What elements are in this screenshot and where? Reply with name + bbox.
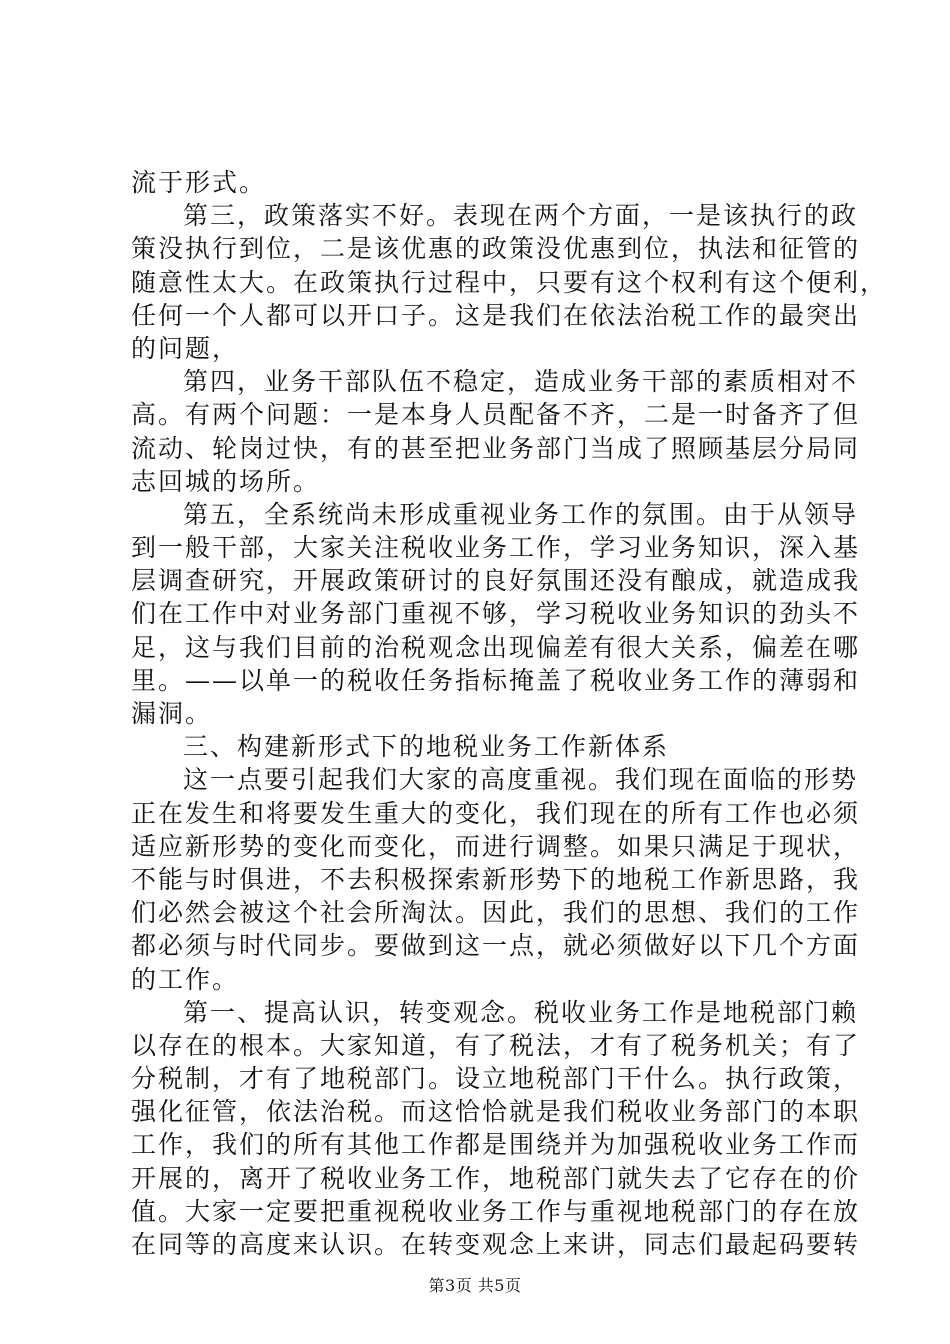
text-line: 任何一个人都可以开口子。这是我们在依法治税工作的最突出 [131, 300, 861, 330]
text-line: 分税制，才有了地税部门。设立地税部门干什么。执行政策， [131, 1064, 861, 1094]
text-line: 适应新形势的变化而变化，而进行调整。如果只满足于现状， [131, 831, 861, 861]
text-line: 都必须与时代同步。要做到这一点，就必须做好以下几个方面 [131, 931, 861, 961]
text-line: 漏洞。 [131, 699, 213, 728]
text-line: 们必然会被这个社会所淘汰。因此，我们的思想、我们的工作 [131, 898, 861, 928]
text-line: 流于形式。 [131, 168, 267, 197]
text-line: 在同等的高度来认识。在转变观念上来讲，同志们最起码要转 [131, 1230, 861, 1259]
text-line: 随意性太大。在政策执行过程中，只要有这个权利有这个便利， [131, 267, 888, 297]
text-line: 以存在的根本。大家知道，有了税法，才有了税务机关；有了 [131, 1030, 861, 1060]
text-line: 层调查研究，开展政策研讨的良好氛围还没有酿成，就造成我 [131, 566, 861, 596]
text-line: 不能与时俱进，不去积极探索新形势下的地税工作新思路，我 [131, 864, 861, 894]
text-line: 强化征管，依法治税。而这恰恰就是我们税收业务部门的本职 [131, 1097, 861, 1127]
text-line: 第一、提高认识，转变观念。税收业务工作是地税部门赖 [183, 997, 859, 1027]
text-line: 流动、轮岗过快，有的甚至把业务部门当成了照顾基层分局同 [131, 433, 861, 463]
text-line: 们在工作中对业务部门重视不够，学习税收业务知识的劲头不 [131, 599, 861, 629]
text-line: 足，这与我们目前的治税观念出现偏差有很大关系，偏差在哪 [131, 632, 861, 662]
text-line: 这一点要引起我们大家的高度重视。我们现在面临的形势 [183, 765, 859, 795]
text-line: 策没执行到位，二是该优惠的政策没优惠到位，执法和征管的 [131, 234, 861, 264]
text-line: 第四，业务干部队伍不稳定，造成业务干部的素质相对不 [183, 367, 859, 397]
text-line: 工作，我们的所有其他工作都是围绕并为加强税收业务工作而 [131, 1130, 861, 1160]
text-line: 第三，政策落实不好。表现在两个方面，一是该执行的政 [183, 201, 859, 231]
text-line: 第五，全系统尚未形成重视业务工作的氛围。由于从领导 [183, 499, 859, 529]
text-line: 正在发生和将要发生重大的变化，我们现在的所有工作也必须 [131, 798, 861, 828]
text-line: 值。大家一定要把重视税收业务工作与重视地税部门的存在放 [131, 1196, 861, 1226]
text-line: 志回城的场所。 [131, 466, 321, 496]
document-body [131, 166, 888, 1261]
text-line: 里。——以单一的税收任务指标掩盖了税收业务工作的薄弱和 [131, 665, 861, 695]
text-line: 的工作。 [131, 964, 240, 994]
text-line: 开展的，离开了税收业务工作，地税部门就失去了它存在的价 [131, 1163, 861, 1193]
text-line: 三、构建新形式下的地税业务工作新体系 [183, 732, 670, 762]
page-footer: 第3页 共5页 [428, 1276, 522, 1295]
text-line: 高。有两个问题：一是本身人员配备不齐，二是一时备齐了但 [131, 400, 861, 430]
text-line: 到一般干部，大家关注税收业务工作，学习业务知识，深入基 [131, 533, 861, 563]
text-line: 的问题， [131, 333, 240, 363]
